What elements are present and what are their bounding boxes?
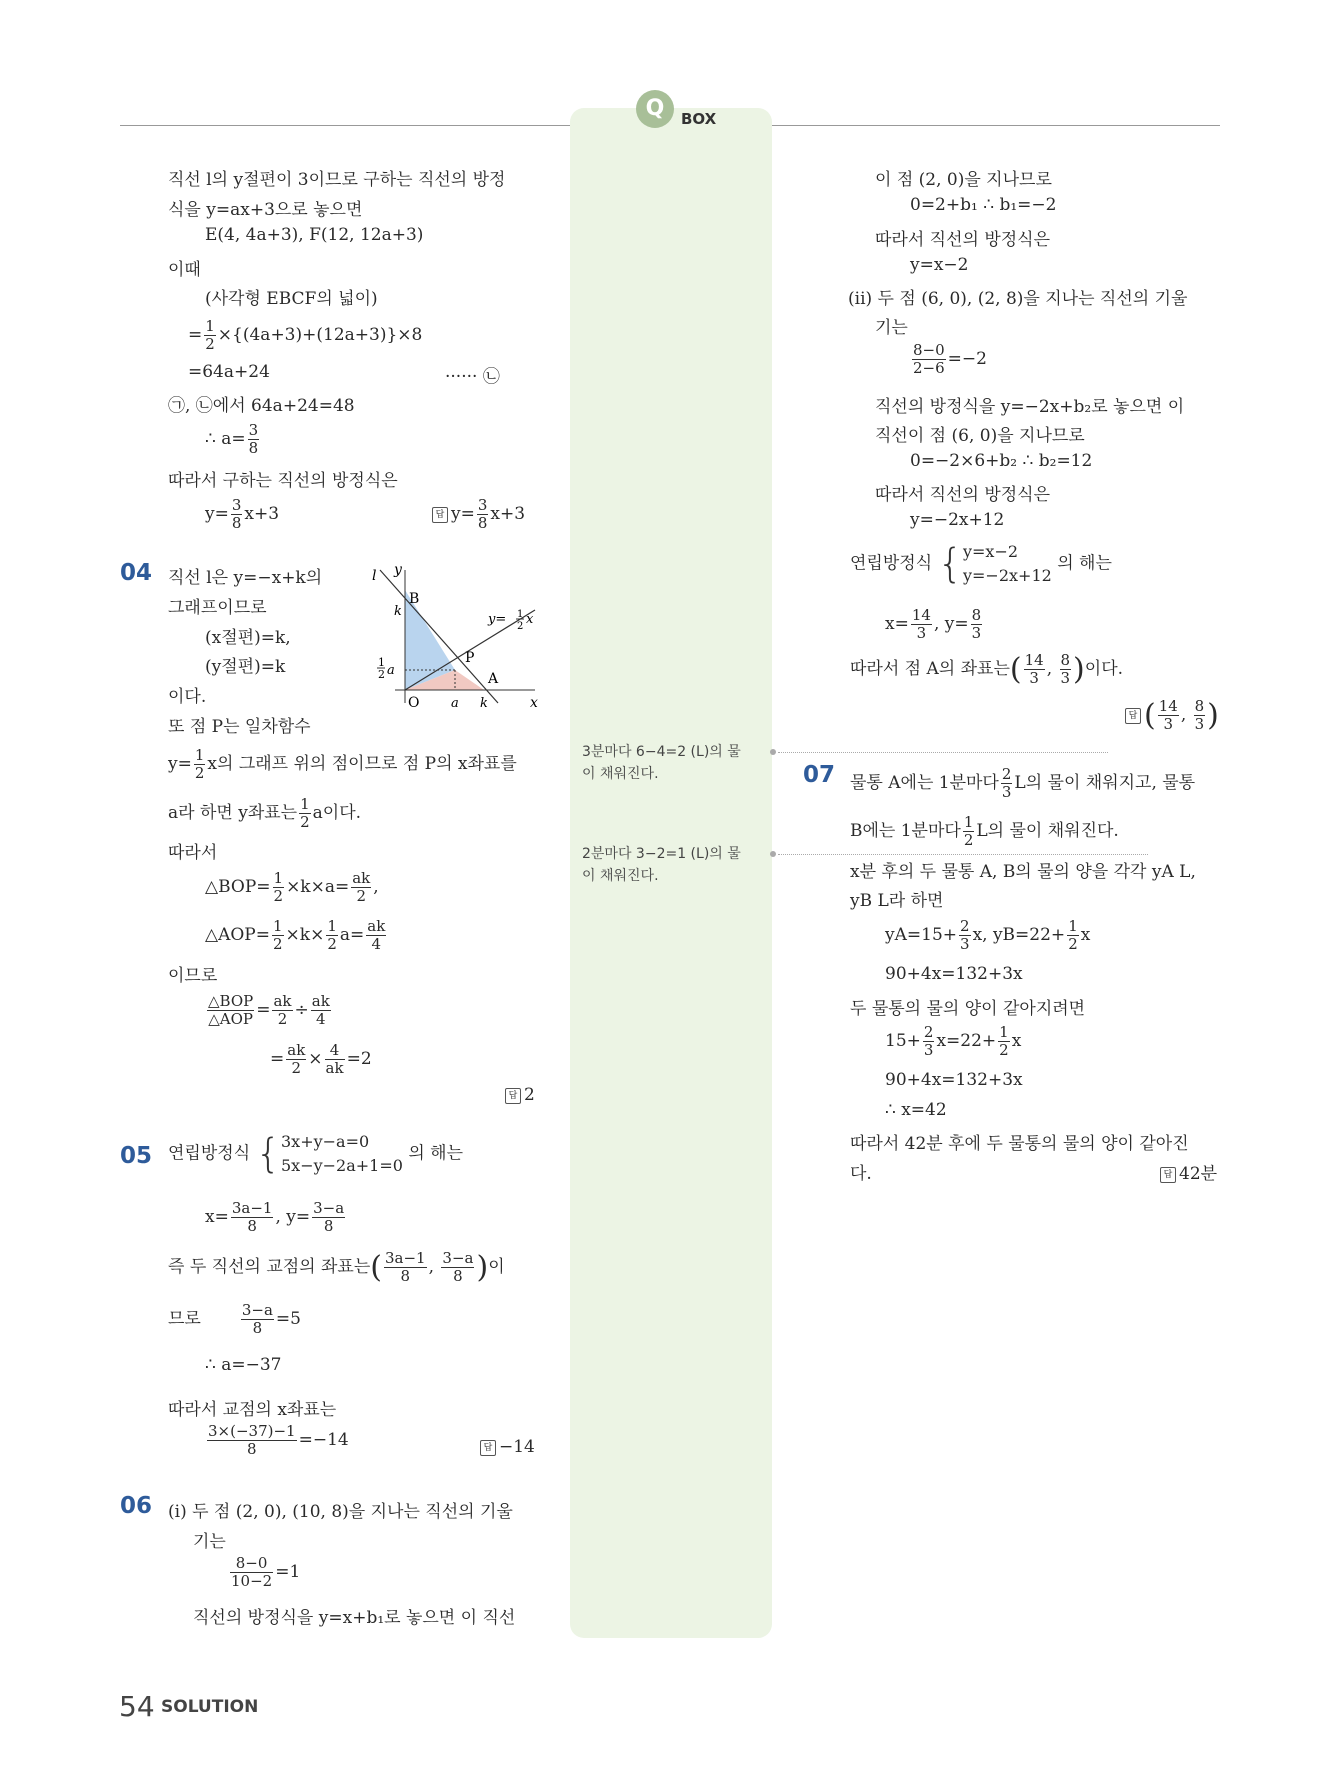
text-line: 따라서 직선의 방정식은 [875,230,1051,250]
label-half-a: a [387,663,395,678]
slope-06: $\frac{8-0}{10-2}$ =1 [231,1554,301,1590]
text-line: 이다. [168,687,207,707]
text-line: 이 점 (2, 0)을 지나므로 [875,170,1052,190]
text-line: (ii) 두 점 (6, 0), (2, 8)을 지나는 직선의 기울 [848,289,1188,309]
text-line: 식을 y=ax+3으로 놓으면 [168,200,363,220]
problem-number-04: 04 [120,560,153,586]
label-b: B [409,591,420,607]
svg-text:2: 2 [517,621,524,632]
label-l: l [372,568,377,584]
text-line: y=x−2 [910,255,969,275]
p-coord-line: a라 하면 y좌표는 $\frac{1}{2}$ a이다. [168,795,362,831]
text-line: 직선 l의 y절편이 3이므로 구하는 직선의 방정 [168,170,506,190]
answer-icon: 답 [505,1088,521,1104]
text-line: 직선이 점 (6, 0)을 지나므로 [875,426,1085,446]
text-line: (i) 두 점 (2, 0), (10, 8)을 지나는 직선의 기울 [168,1502,513,1522]
problem-number-07: 07 [803,762,836,788]
area-expr: = $\frac{1}{2}$ ×{(4a+3)+(12a+3)}×8 [188,317,423,353]
text-line: 다. [850,1164,872,1184]
page-number: 54 [119,1690,155,1723]
footer-brand: SOLUTION [161,1697,259,1717]
svg-text:x: x [526,612,534,627]
qbox-note-1: 3분마다 6−4=2 (L)의 물 이 채워진다. [582,744,741,782]
answer-icon: 답 [480,1440,496,1456]
label-o: O [408,695,420,711]
note-dot [770,749,776,755]
text-line: 0=2+b₁ ∴ b₁=−2 [910,195,1057,215]
problem-number-06: 06 [120,1493,153,1519]
answer-06: 답 ( $\frac{14}{3}$ , $\frac{8}{3}$ ) [1125,698,1219,733]
text-line: 90+4x=132+3x [885,964,1023,984]
aop-area: △AOP= $\frac{1}{2}$ ×k× $\frac{1}{2}$ a= $\frac{ak}{4}$ [205,917,386,953]
text-line: 이때 [168,260,201,280]
q-box-label: BOX [681,110,717,128]
text-line: 따라서 교점의 x좌표는 [168,1400,337,1420]
text-line: 이므로 [168,966,218,986]
a-value: ∴ a= $\frac{3}{8}$ [205,421,259,457]
answer-line-eq: 답 y= $\frac{3}{8}$ x+3 [432,497,525,532]
text-line: y=−2x+12 [910,510,1005,530]
answer-icon: 답 [1160,1167,1176,1183]
text-line: 기는 [193,1532,226,1552]
svg-text:2: 2 [378,668,385,681]
answer-05: 답 −14 [480,1437,535,1457]
answer-icon: 답 [1125,708,1141,724]
text-line: 기는 [875,318,908,338]
equal-line: 15+ $\frac{2}{3}$ x=22+ $\frac{1}{2}$ x [885,1023,1022,1059]
ratio-line-2: = $\frac{ak}{2}$ × $\frac{4}{ak}$ =2 [270,1041,372,1077]
text-line: ∴ a=−37 [205,1355,282,1375]
system-05: 연립방정식 { 3x+y−a=0 5x−y−2a+1=0 의 해는 [168,1131,464,1177]
text-line: 두 물통의 물의 양이 같아지려면 [850,999,1086,1019]
problem-number-05: 05 [120,1143,153,1169]
label-k-y: k [394,604,402,619]
text-line: 그래프이므로 [168,598,267,618]
top-rule-right [770,125,1220,126]
svg-text:1: 1 [378,656,385,669]
text-line: 직선의 방정식을 y=−2x+b₂로 놓으면 이 [875,397,1185,417]
label-x: x [530,695,538,711]
text-line: 따라서 [168,843,218,863]
p07-line-2: B에는 1분마다 $\frac{1}{2}$ L의 물이 채워진다. [850,813,1119,849]
text-line: 90+4x=132+3x [885,1070,1023,1090]
text-line: 0=−2×6+b₂ ∴ b₂=12 [910,451,1093,471]
answer-icon: 답 [432,507,448,523]
system-06: 연립방정식 { y=x−2 y=−2x+12 의 해는 [850,541,1112,587]
graph-04 [370,560,545,715]
label-p: P [465,650,475,666]
text-line: (y절편)=k [205,657,286,677]
solution-06: x= $\frac{14}{3}$ , y= $\frac{8}{3}$ [885,606,982,642]
text-line: ㉠, ㉡에서 64a+24=48 [168,396,355,416]
text-line: x분 후의 두 물통 A, B의 물의 양을 각각 yA L, [850,862,1196,882]
bop-area: △BOP= $\frac{1}{2}$ ×k×a= $\frac{ak}{2}$ , [205,869,379,905]
text-line: 직선의 방정식을 y=x+b₁로 놓으면 이 직선 [193,1608,516,1628]
note-leader [778,854,1148,855]
text-line: ∴ x=42 [885,1100,947,1120]
p-function-line: y= $\frac{1}{2}$ x의 그래프 위의 점이므로 점 P의 x좌표를 [168,746,517,782]
text-line: (사각형 EBCF의 넓이) [205,289,378,309]
text-line: E(4, 4a+3), F(12, 12a+3) [205,225,424,245]
calc-05: $\frac{3\times(-37)-1}{8}$ =−14 [208,1422,349,1458]
note-leader [778,752,1108,753]
text-line: 또 점 P는 일차함수 [168,717,311,737]
point-a-line: 따라서 점 A의 좌표는( $\frac{14}{3}$ , $\frac{8}{3}$ )이다. [850,651,1124,687]
q-badge: Q [636,90,674,128]
coord-05: 즉 두 직선의 교점의 좌표는( $\frac{3a-1}{8}$ , $\frac{3-a}{8}$ )이 [168,1249,505,1285]
text-line: yB L라 하면 [850,891,944,911]
label-a-point: A [488,671,499,687]
text-line: 따라서 42분 후에 두 물통의 물의 양이 같아진 [850,1134,1189,1154]
ratio-line-1: $\frac{\text{△BOP}}{\text{△AOP}}$ = $\frac{ak}{2}$ ÷ $\frac{ak}{4}$ [208,992,330,1028]
label-y: y [394,562,402,578]
text-line: 직선 l은 y=−x+k의 [168,568,323,588]
top-rule-left [120,125,572,126]
slope-ii: $\frac{8-0}{2-6}$ =−2 [913,341,987,377]
label-k-x: k [480,696,488,711]
answer-07: 답 42분 [1160,1159,1217,1184]
label-line-eq: y= [488,612,507,627]
text-line: 따라서 구하는 직선의 방정식은 [168,471,398,491]
ya-yb-line: yA=15+ $\frac{2}{3}$ x, yB=22+ $\frac{1}{2}$ x [885,917,1091,953]
p07-line-1: 물통 A에는 1분마다 $\frac{2}{3}$ L의 물이 채워지고, 물통 [850,765,1196,801]
solution-05: x= $\frac{3a-1}{8}$ , y= $\frac{3-a}{8}$ [205,1199,345,1235]
answer-04: 답 2 [505,1085,535,1105]
qbox-note-2: 2분마다 3−2=1 (L)의 물 이 채워진다. [582,846,741,884]
text-line: (x절편)=k, [205,628,291,648]
label-a-x: a [451,696,459,711]
eq-05: 므로 $\frac{3-a}{8}$ =5 [168,1301,301,1337]
note-dot [770,851,776,857]
text-line: 따라서 직선의 방정식은 [875,485,1051,505]
text-line: ······ ㉡ [445,367,500,387]
line-equation: y= $\frac{3}{8}$ x+3 [205,496,280,532]
text-line: =64a+24 [188,362,270,382]
svg-text:1: 1 [517,609,524,620]
